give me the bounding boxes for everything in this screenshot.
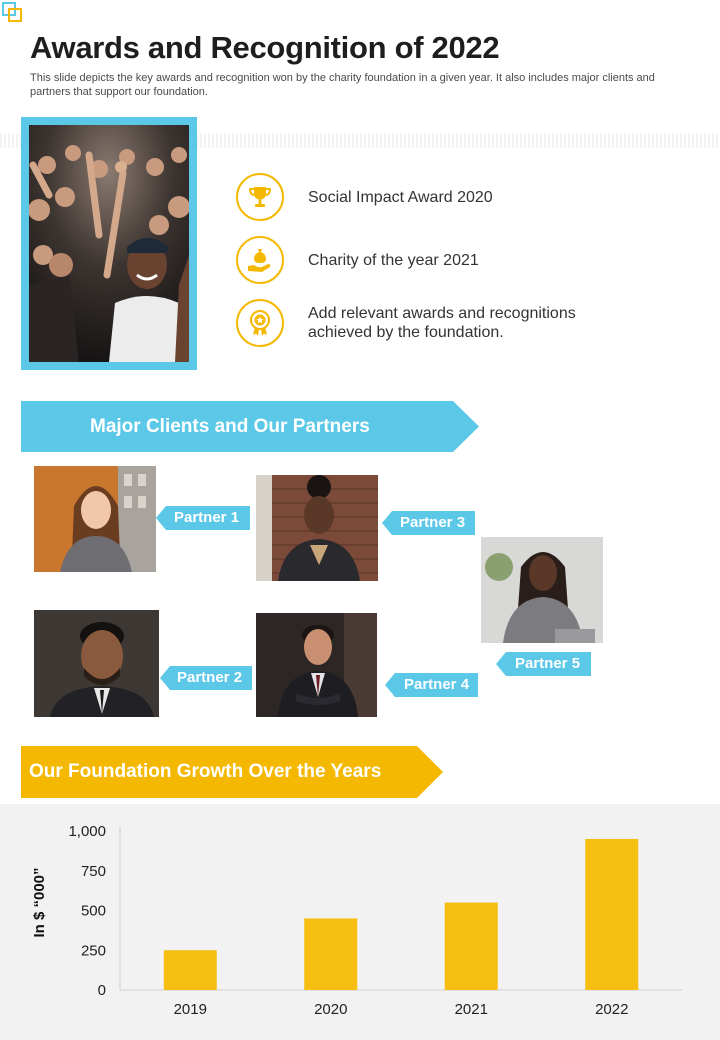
partner-3-label: Partner 3 — [400, 514, 466, 531]
y-tick-label: 0 — [97, 982, 106, 999]
partner-5-photo — [481, 537, 603, 643]
partner-5-label: Partner 5 — [515, 655, 581, 672]
partner-4-label: Partner 4 — [404, 676, 470, 693]
partners-banner — [21, 401, 479, 452]
y-tick-label: 250 — [80, 942, 106, 960]
y-axis-label: In $ “000” — [31, 867, 48, 938]
growth-chart-area — [0, 804, 720, 1040]
partner-2-label: Partner 2 — [177, 669, 243, 686]
award-item — [236, 299, 608, 347]
x-tick-label: 2022 — [595, 1001, 629, 1018]
partner-5-tag — [496, 652, 591, 676]
y-tick-label: 1,000 — [68, 823, 106, 840]
partner-1-photo — [34, 466, 156, 572]
bar-2019 — [164, 950, 217, 990]
crowd-photo — [29, 125, 189, 362]
growth-banner-title: Our Foundation Growth Over the Years — [29, 761, 382, 782]
partner-1-tag — [156, 506, 250, 530]
growth-bar-chart — [0, 804, 720, 1040]
partner-1-label: Partner 1 — [174, 509, 240, 526]
x-tick-label: 2021 — [454, 1001, 488, 1018]
award-item — [236, 173, 493, 221]
bar-2021 — [445, 903, 498, 990]
award-label: Social Impact Award 2020 — [308, 188, 493, 206]
award-label: Charity of the year 2021 — [308, 251, 479, 269]
page-title: Awards and Recognition of 2022 — [30, 30, 500, 65]
charity-hand-icon — [236, 236, 284, 284]
medal-icon — [236, 299, 284, 347]
x-tick-label: 2019 — [173, 1001, 207, 1018]
partners-banner-title: Major Clients and Our Partners — [90, 415, 370, 437]
corner-decoration — [2, 2, 22, 22]
y-tick-label: 750 — [80, 862, 106, 880]
partner-2-photo — [34, 610, 159, 717]
award-item — [236, 236, 479, 284]
y-tick-label: 500 — [80, 902, 106, 920]
partner-4-photo — [256, 613, 377, 717]
partner-4-tag — [385, 673, 478, 697]
x-tick-label: 2020 — [314, 1001, 348, 1018]
partner-2-tag — [160, 666, 252, 690]
growth-banner — [21, 746, 443, 798]
award-label: Add relevant awards and recognitions achieved by the foundation. — [308, 305, 576, 341]
trophy-icon — [236, 173, 284, 221]
partner-3-photo — [256, 475, 378, 581]
partner-3-tag — [382, 511, 475, 535]
bar-2020 — [304, 918, 357, 990]
page-subtitle: This slide depicts the key awards and recognition won by the charity foundation in a given year. It also includes major clients and partners that support our foundation. — [30, 72, 655, 98]
bar-2022 — [585, 839, 638, 990]
